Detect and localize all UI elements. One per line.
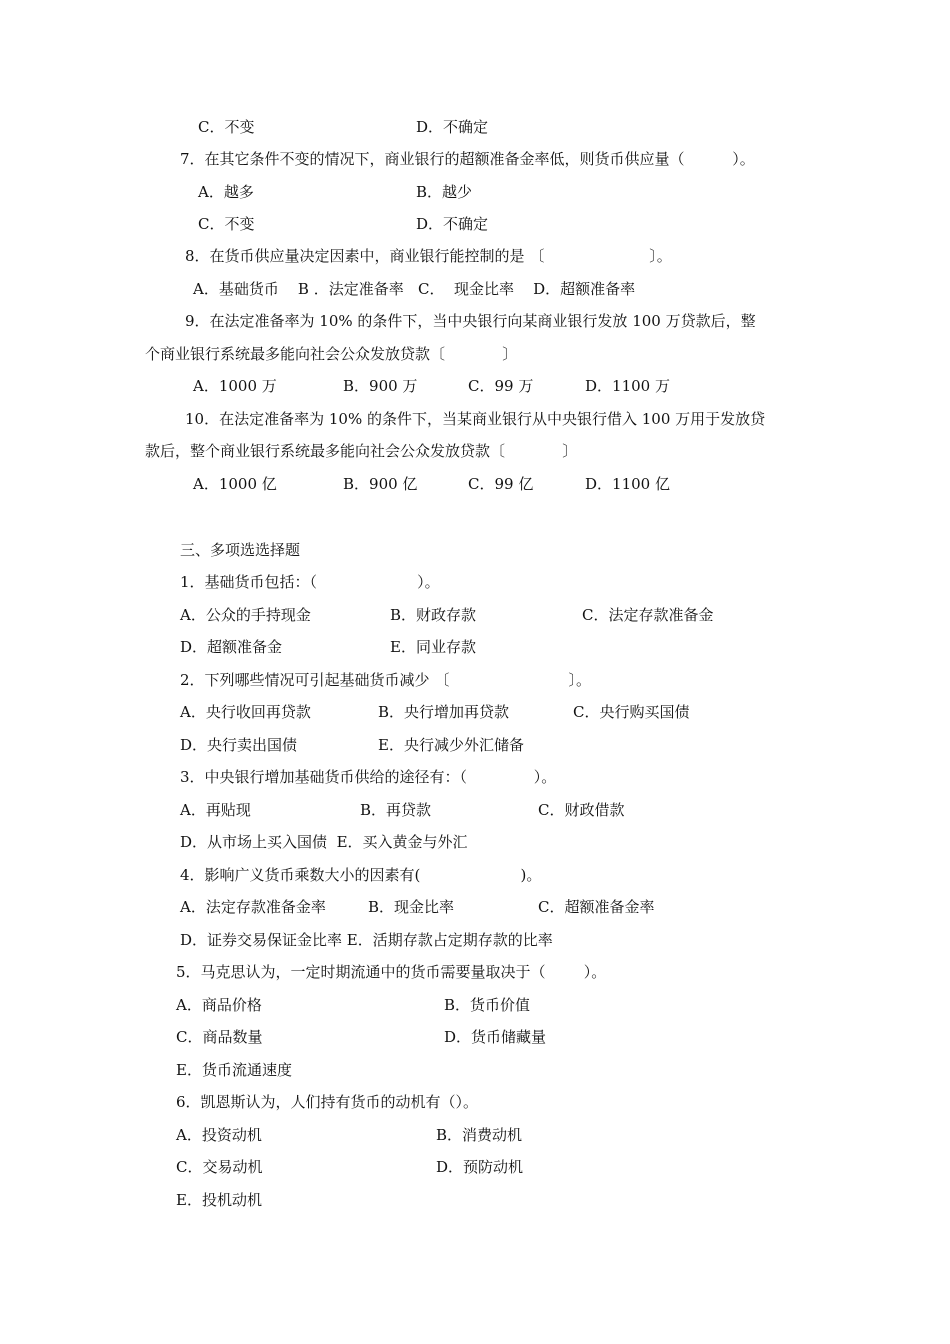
text-line: C．交易动机 — [176, 1158, 263, 1176]
text-line: D．央行卖出国债 — [180, 736, 298, 754]
option-text: D．不确定 — [416, 215, 489, 233]
option-text: B．再贷款 — [360, 801, 432, 819]
text-line: D．超额准备金 — [180, 638, 283, 656]
option-text: B．900 亿 — [343, 475, 418, 493]
option-text: C．99 亿 — [468, 475, 534, 493]
text-line: 4．影响广义货币乘数大小的因素有( )。 — [180, 866, 542, 884]
option-text: D．1100 亿 — [585, 475, 670, 493]
option-text: C．超额准备金率 — [538, 898, 655, 916]
text-line: E．货币流通速度 — [176, 1061, 292, 1079]
option-text: C．央行购买国债 — [573, 703, 690, 721]
option-text: B．900 万 — [343, 377, 418, 395]
text-line: 2．下列哪些情况可引起基础货币减少 〔 〕。 — [180, 671, 592, 689]
text-line: A．再贴现 — [180, 801, 251, 819]
text-line: 个商业银行系统最多能向社会公众发放贷款〔 〕 — [145, 345, 518, 363]
option-text: B．越少 — [416, 183, 473, 201]
text-line: D．证券交易保证金比率 E．活期存款占定期存款的比率 — [180, 931, 553, 949]
option-text: C．99 万 — [468, 377, 534, 395]
text-line: C．商品数量 — [176, 1028, 263, 1046]
text-line: A．投资动机 — [176, 1126, 262, 1144]
option-text: D．货币储藏量 — [444, 1028, 547, 1046]
option-text: B．财政存款 — [390, 606, 477, 624]
option-text: B．货币价值 — [444, 996, 531, 1014]
text-line: E．投机动机 — [176, 1191, 262, 1209]
option-text: B．现金比率 — [368, 898, 455, 916]
option-text: B．消费动机 — [436, 1126, 523, 1144]
text-line: C．不变 — [198, 118, 255, 136]
text-line: A．商品价格 — [176, 996, 262, 1014]
text-line: 款后，整个商业银行系统最多能向社会公众发放贷款〔 〕 — [145, 442, 578, 460]
text-line: 1．基础货币包括：（ ）。 — [180, 573, 440, 591]
text-line: 5．马克思认为，一定时期流通中的货币需要量取决于（ ）。 — [176, 963, 607, 981]
text-line: 6．凯恩斯认为，人们持有货币的动机有（）。 — [176, 1093, 479, 1111]
text-line: 7．在其它条件不变的情况下，商业银行的超额准备金率低，则货币供应量（ ）。 — [180, 150, 755, 168]
text-line: 3．中央银行增加基础货币供给的途径有：（ ）。 — [180, 768, 557, 786]
text-line: 8．在货币供应量决定因素中，商业银行能控制的是 〔 〕。 — [185, 247, 672, 265]
option-text: C．财政借款 — [538, 801, 625, 819]
option-text: D．不确定 — [416, 118, 489, 136]
text-line: C．不变 — [198, 215, 255, 233]
option-text: C．法定存款准备金 — [582, 606, 714, 624]
text-line: 10．在法定准备率为 10% 的条件下，当某商业银行从中央银行借入 100 万用于发放贷 — [185, 410, 766, 428]
option-text: B．央行增加再贷款 — [378, 703, 510, 721]
text-line: A．央行收回再贷款 — [180, 703, 311, 721]
text-line: 9．在法定准备率为 10% 的条件下，当中央银行向某商业银行发放 100 万贷款后，整 — [185, 312, 756, 330]
option-text: E．央行减少外汇储备 — [378, 736, 524, 754]
text-line: A．1000 万 — [193, 377, 277, 395]
option-text: D．预防动机 — [436, 1158, 524, 1176]
text-line: A．越多 — [198, 183, 254, 201]
option-text: E．同业存款 — [390, 638, 476, 656]
option-text: D．1100 万 — [585, 377, 670, 395]
text-line: A．1000 亿 — [193, 475, 277, 493]
text-line: 三、多项选选择题 — [180, 541, 301, 559]
text-line: A．公众的手持现金 — [180, 606, 311, 624]
text-line: D．从市场上买入国债 E．买入黄金与外汇 — [180, 833, 468, 851]
text-line: A．法定存款准备金率 — [180, 898, 326, 916]
text-line: A．基础货币 B ．法定准备率 C． 现金比率 D．超额准备率 — [193, 280, 636, 298]
